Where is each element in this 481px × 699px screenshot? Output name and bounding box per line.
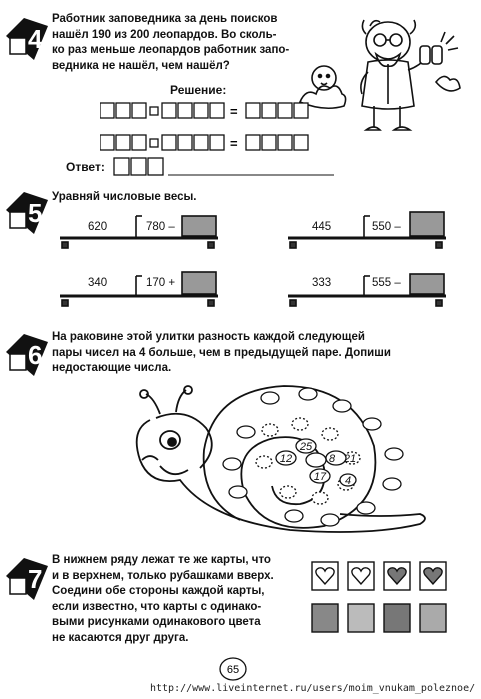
- svg-text:6: 6: [28, 340, 43, 370]
- solution-label: Решение:: [170, 83, 227, 97]
- task7-line: Соедини обе стороны каждой карты,: [52, 585, 265, 597]
- operator-box[interactable]: [150, 139, 158, 147]
- digit-box[interactable]: [278, 103, 292, 118]
- task-number-badge-4: [4, 16, 50, 62]
- card-back[interactable]: [348, 604, 374, 632]
- task7-line: и в верхнем, только рубашками вверх.: [52, 569, 274, 582]
- answer-label: Ответ:: [66, 160, 105, 174]
- answer-weight-box[interactable]: [410, 274, 444, 294]
- digit-box[interactable]: [294, 103, 308, 118]
- digit-box[interactable]: [100, 103, 114, 118]
- digit-box[interactable]: [210, 103, 224, 118]
- svg-text:4: 4: [28, 24, 43, 54]
- task7-text: [52, 553, 302, 646]
- page-number: 65: [226, 664, 240, 676]
- task6-line: На раковине этой улитки разность каждой следующей: [52, 331, 365, 343]
- snail-illustration: [120, 380, 430, 540]
- shell-number: 21: [343, 453, 357, 465]
- digit-box[interactable]: [210, 135, 224, 150]
- task4-text: [52, 12, 300, 74]
- task4-line: ведника не нашёл, чем нашёл?: [52, 59, 230, 72]
- task4-line: нашёл 190 из 200 леопардов. Во сколь-: [52, 28, 277, 41]
- task-number-badge-5: [4, 190, 50, 236]
- card-back[interactable]: [420, 604, 446, 632]
- answer-weight-box[interactable]: [410, 212, 444, 236]
- scale2-left: 445: [312, 221, 332, 233]
- digit-box[interactable]: [194, 135, 208, 150]
- task7-line: если известно, что карты с одинако-: [52, 600, 262, 613]
- cards-grid: [310, 560, 450, 642]
- scale1-left: 620: [88, 221, 108, 233]
- digit-box[interactable]: [100, 135, 114, 150]
- task5-title: Уравняй числовые весы.: [52, 191, 197, 203]
- professor-with-binoculars-illustration: [296, 12, 466, 140]
- task6-line: недостающие числа.: [52, 362, 172, 374]
- digit-box[interactable]: [246, 135, 260, 150]
- answer-field[interactable]: [112, 156, 337, 180]
- svg-text:5: 5: [28, 198, 43, 228]
- shell-number: 17: [313, 471, 327, 483]
- scale1-right: 780 –: [146, 221, 175, 233]
- scale2-right: 550 –: [372, 221, 401, 233]
- answer-weight-box[interactable]: [182, 272, 216, 294]
- digit-box[interactable]: [178, 135, 192, 150]
- solution-boxes: [100, 101, 310, 153]
- digit-box[interactable]: [278, 135, 292, 150]
- task-number-badge-6: [4, 332, 50, 378]
- equals-sign: =: [230, 104, 238, 119]
- scale3-right: 170 +: [146, 277, 176, 289]
- task6-line: пары чисел на 4 больше, чем в предыдущей паре. Допиши: [52, 346, 391, 359]
- scale4-left: 333: [312, 277, 332, 289]
- equals-sign: =: [230, 136, 238, 151]
- operator-box[interactable]: [150, 107, 158, 115]
- scale3-left: 340: [88, 277, 108, 289]
- digit-box[interactable]: [246, 103, 260, 118]
- task4-line: Работник заповедника за день поисков: [52, 13, 278, 25]
- digit-box[interactable]: [294, 135, 308, 150]
- card-back[interactable]: [384, 604, 410, 632]
- svg-text:7: 7: [28, 564, 43, 594]
- shell-number: 12: [279, 453, 293, 465]
- shell-number: 4: [344, 475, 352, 487]
- shell-number: 8: [328, 453, 336, 465]
- shell-number: 25: [299, 441, 313, 453]
- digit-box[interactable]: [132, 103, 146, 118]
- task7-line: В нижнем ряду лежат те же карты, что: [52, 554, 271, 566]
- digit-box[interactable]: [194, 103, 208, 118]
- task4-line: ко раз меньше леопардов работник запо-: [52, 44, 290, 56]
- task-number-badge-7: [4, 556, 50, 602]
- task7-line: не касаются друг друга.: [52, 631, 189, 644]
- digit-box[interactable]: [262, 103, 276, 118]
- task7-line: выми рисунками одинакового цвета: [52, 616, 261, 628]
- digit-box[interactable]: [162, 135, 176, 150]
- number-scales: [56, 210, 466, 310]
- page-number-circle: [218, 656, 248, 682]
- digit-box[interactable]: [132, 135, 146, 150]
- digit-box[interactable]: [262, 135, 276, 150]
- digit-box[interactable]: [116, 103, 130, 118]
- card-back[interactable]: [312, 604, 338, 632]
- answer-weight-box[interactable]: [182, 216, 216, 236]
- task6-text: [52, 330, 472, 377]
- scale4-right: 555 –: [372, 277, 401, 289]
- digit-box[interactable]: [116, 135, 130, 150]
- digit-box[interactable]: [162, 103, 176, 118]
- footer-url[interactable]: http://www.liveinternet.ru/users/moim_vnukam_poleznoe/: [150, 683, 476, 694]
- digit-box[interactable]: [178, 103, 192, 118]
